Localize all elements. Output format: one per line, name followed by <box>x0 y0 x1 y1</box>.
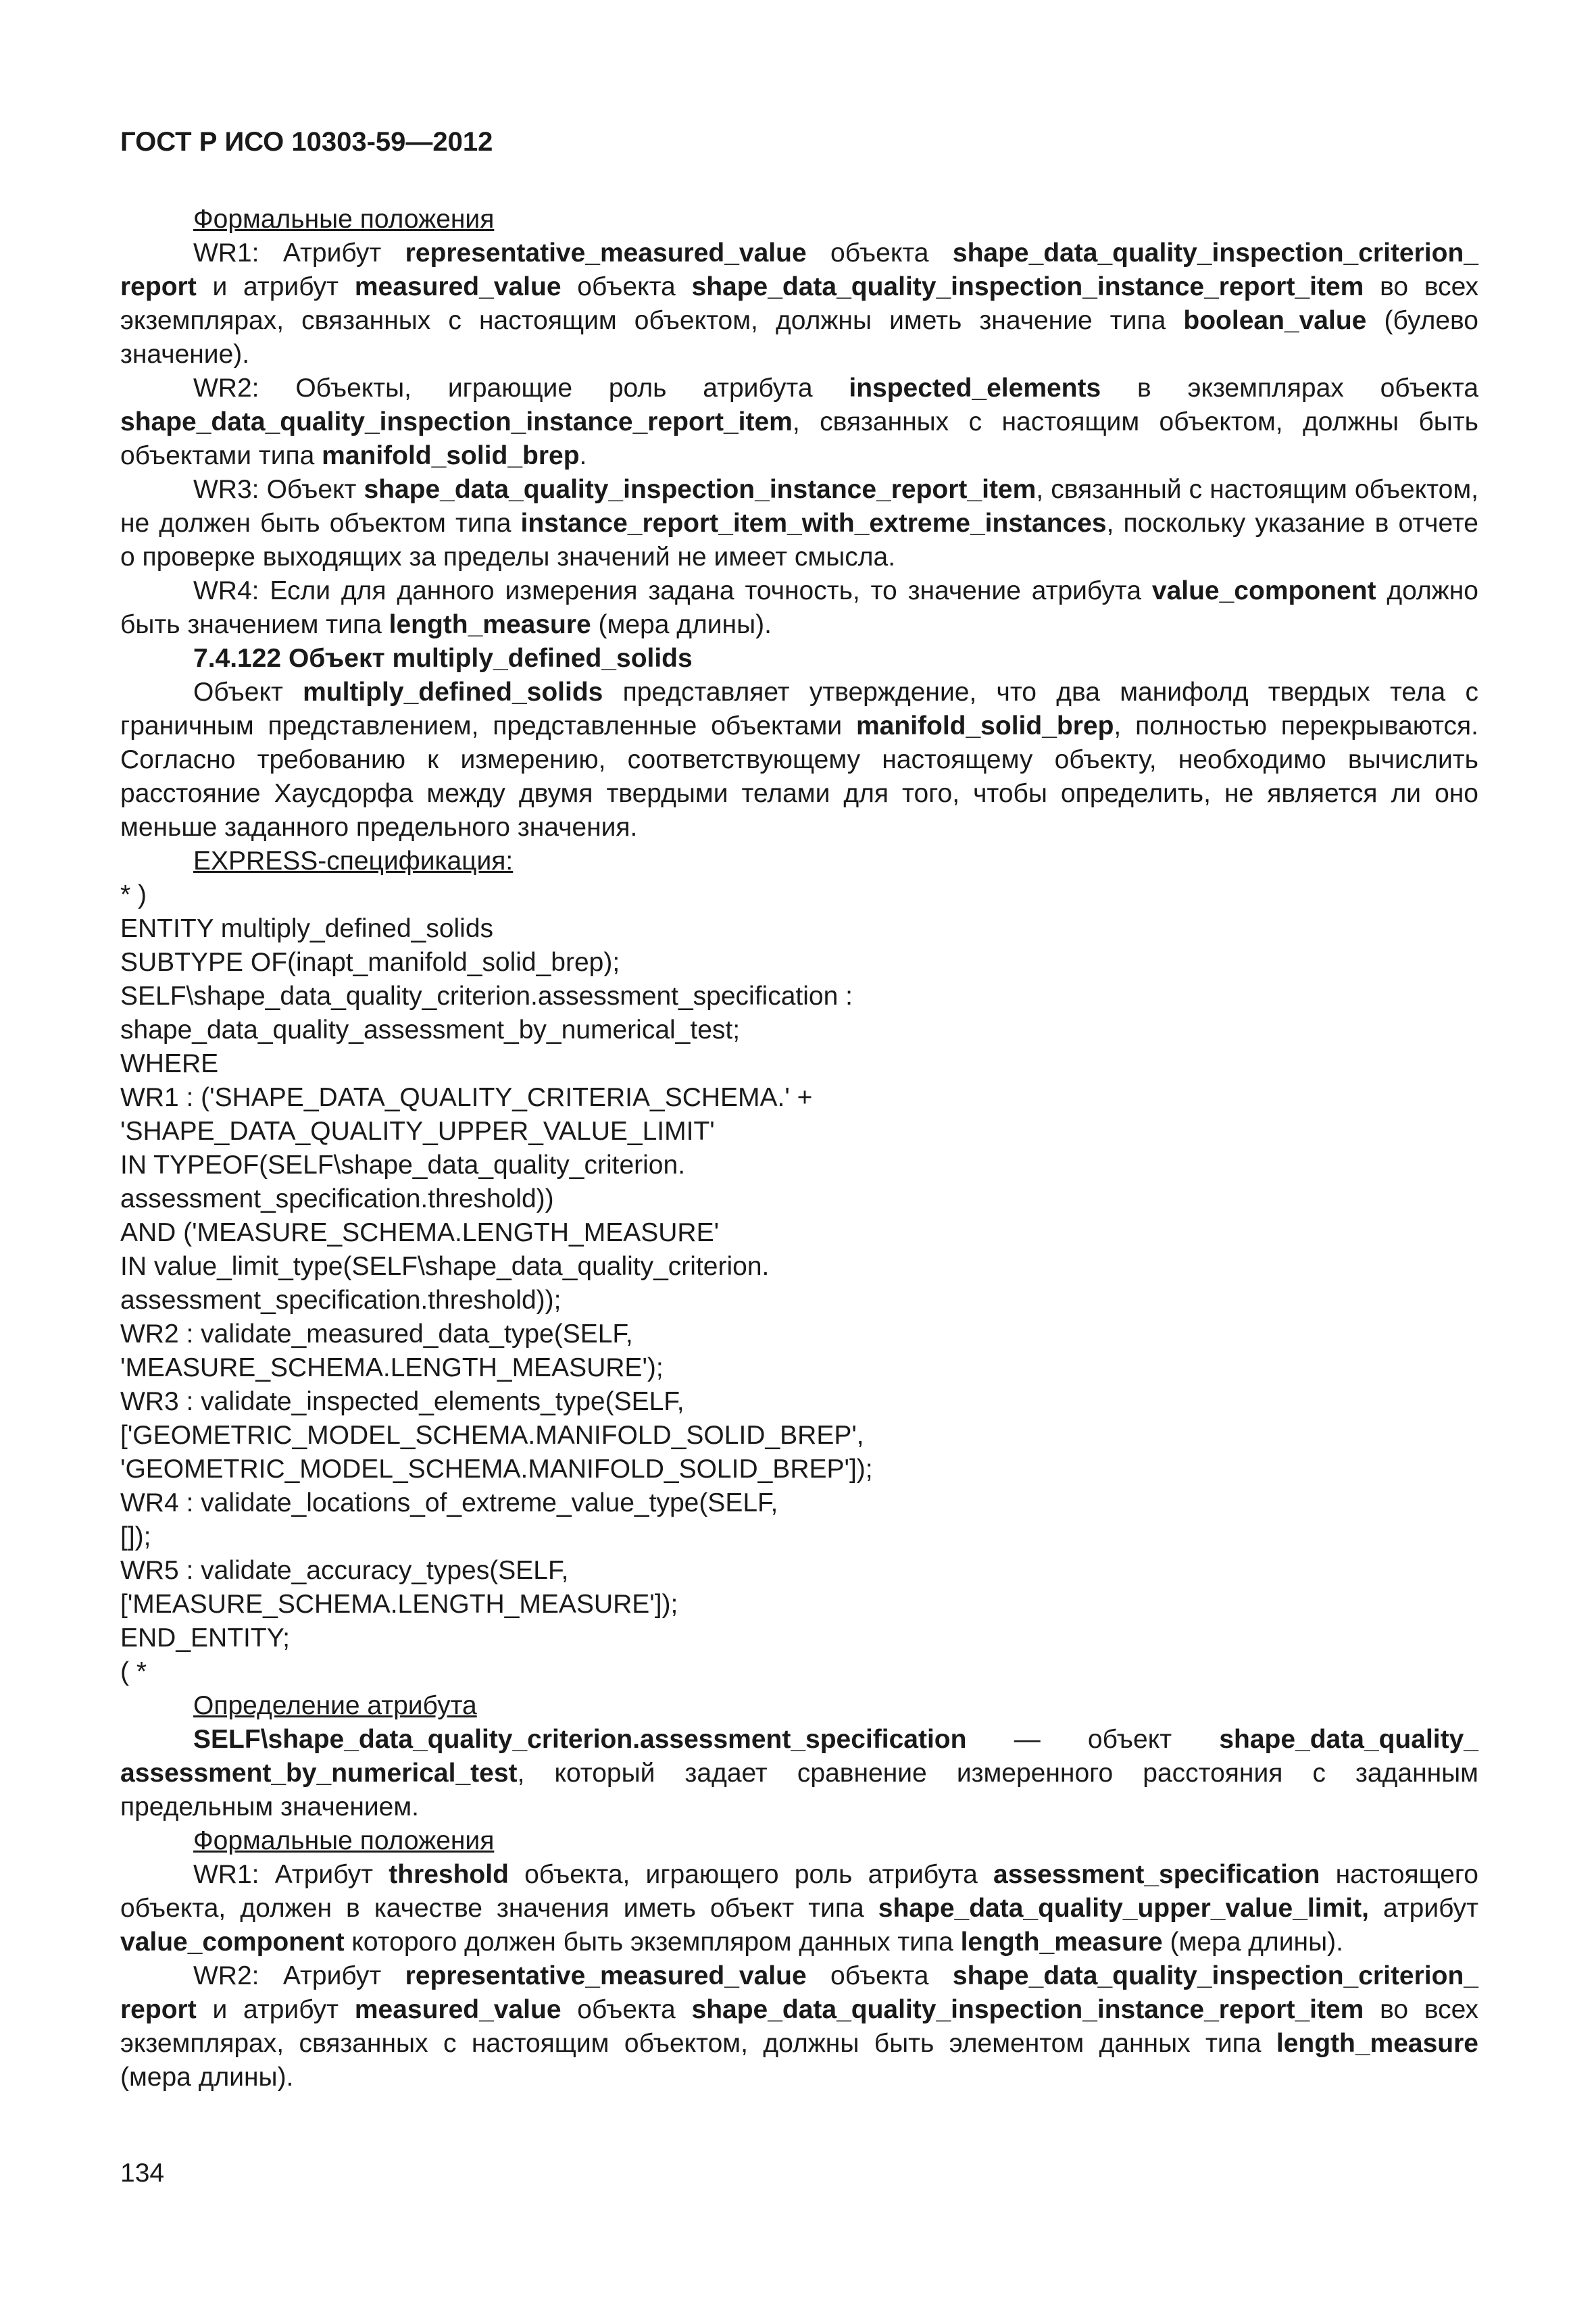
code-line: ['GEOMETRIC_MODEL_SCHEMA.MANIFOLD_SOLID_BREP', <box>120 1421 864 1450</box>
code-line: WR5 : validate_accuracy_types(SELF, <box>120 1556 569 1585</box>
code-line: IN value_limit_type(SELF\shape_data_quality_criterion. <box>120 1252 770 1281</box>
formal-provisions-heading: Формальные положения <box>193 205 495 234</box>
section-heading: 7.4.122 Объект multiply_defined_solids <box>193 644 693 673</box>
rule-wr4: WR4: Если для данного измерения задана точность, то значение атрибута value_component должно быть значением типа length_measure (мера длины). <box>120 576 1478 639</box>
rule-wr1: WR1: Атрибут representative_measured_value объекта shape_data_quality_inspection_criterion_ report и атрибут measured_value объекта shape_data_quality_inspection_instance_report_item во всех экземплярах, связанных с настоящим объектом, должны иметь значение типа boolean_value (булево значение). <box>120 238 1478 369</box>
code-line: ENTITY multiply_defined_solids <box>120 914 494 943</box>
code-line: assessment_specification.threshold)); <box>120 1286 562 1315</box>
page-number: 134 <box>120 2159 165 2188</box>
rule-wr1-entity: WR1: Атрибут threshold объекта, играющего роль атрибута assessment_specification настоящего объекта, должен в качестве значения иметь объект типа shape_data_quality_upper_value_limit, атрибут value_component которого должен быть экземпляром данных типа length_measure (мера длины). <box>120 1860 1478 1957</box>
express-spec-heading: EXPRESS-спецификация: <box>193 847 514 876</box>
attribute-definition-heading: Определение атрибута <box>193 1691 477 1720</box>
code-line: WR2 : validate_measured_data_type(SELF, <box>120 1319 633 1349</box>
section-intro: Объект multiply_defined_solids представляет утверждение, что два манифолд твердых тела с граничным представлением, представленные объектами manifold_solid_brep, полностью перекрываются. Согласно требованию к измерению, соответствующему настоящему объекту, необходимо вычислить расстояние Хаусдорфа между двумя твердыми телами для того, чтобы определить, не является ли оно меньше заданного предельного значения. <box>120 678 1478 842</box>
code-line: END_ENTITY; <box>120 1624 291 1653</box>
page-body <box>120 203 1478 2094</box>
code-line: WR4 : validate_locations_of_extreme_value_type(SELF, <box>120 1488 778 1517</box>
code-line: 'MEASURE_SCHEMA.LENGTH_MEASURE'); <box>120 1353 664 1382</box>
document-header: ГОСТ Р ИСО 10303-59—2012 <box>120 127 493 157</box>
code-line: 'GEOMETRIC_MODEL_SCHEMA.MANIFOLD_SOLID_BREP']); <box>120 1455 873 1484</box>
code-line: assessment_specification.threshold)) <box>120 1184 554 1213</box>
code-line: []); <box>120 1522 151 1551</box>
code-line: ['MEASURE_SCHEMA.LENGTH_MEASURE']); <box>120 1590 678 1619</box>
code-line: SUBTYPE OF(inapt_manifold_solid_brep); <box>120 948 620 977</box>
rule-wr2: WR2: Объекты, играющие роль атрибута inspected_elements в экземплярах объекта shape_data_quality_inspection_instance_report_item, связанных с настоящим объектом, должны быть объектами типа manifold_solid_brep. <box>120 374 1479 470</box>
rule-wr3: WR3: Объект shape_data_quality_inspection_instance_report_item, связанный с настоящим объектом, не должен быть объектом типа instance_report_item_with_extreme_instances, поскольку указание в отчете о проверке выходящих за пределы значений не имеет смысла. <box>120 475 1478 572</box>
code-line: IN TYPEOF(SELF\shape_data_quality_criterion. <box>120 1151 686 1180</box>
code-line: ( * <box>120 1657 147 1686</box>
code-line: WR1 : ('SHAPE_DATA_QUALITY_CRITERIA_SCHEMA.' + <box>120 1083 813 1112</box>
rule-wr2-entity: WR2: Атрибут representative_measured_value объекта shape_data_quality_inspection_criterion_ report и атрибут measured_value объекта shape_data_quality_inspection_instance_report_item во всех экземплярах, связанных с настоящим объектом, должны быть элементом данных типа length_measure (мера длины). <box>120 1961 1478 2092</box>
code-line: shape_data_quality_assessment_by_numerical_test; <box>120 1015 741 1045</box>
code-line: * ) <box>120 880 147 909</box>
code-line: WHERE <box>120 1049 219 1078</box>
formal-provisions-heading-2: Формальные положения <box>193 1826 495 1855</box>
attribute-definition: SELF\shape_data_quality_criterion.assessment_specification — объект shape_data_quality_ assessment_by_numerical_test, который задает сравнение измеренного расстояния с заданным предельным значением. <box>120 1725 1478 1821</box>
code-line: WR3 : validate_inspected_elements_type(SELF, <box>120 1387 684 1416</box>
express-code-block <box>120 878 1478 1689</box>
code-line: 'SHAPE_DATA_QUALITY_UPPER_VALUE_LIMIT' <box>120 1117 715 1146</box>
code-line: SELF\shape_data_quality_criterion.assessment_specification : <box>120 982 853 1011</box>
code-line: AND ('MEASURE_SCHEMA.LENGTH_MEASURE' <box>120 1218 720 1247</box>
